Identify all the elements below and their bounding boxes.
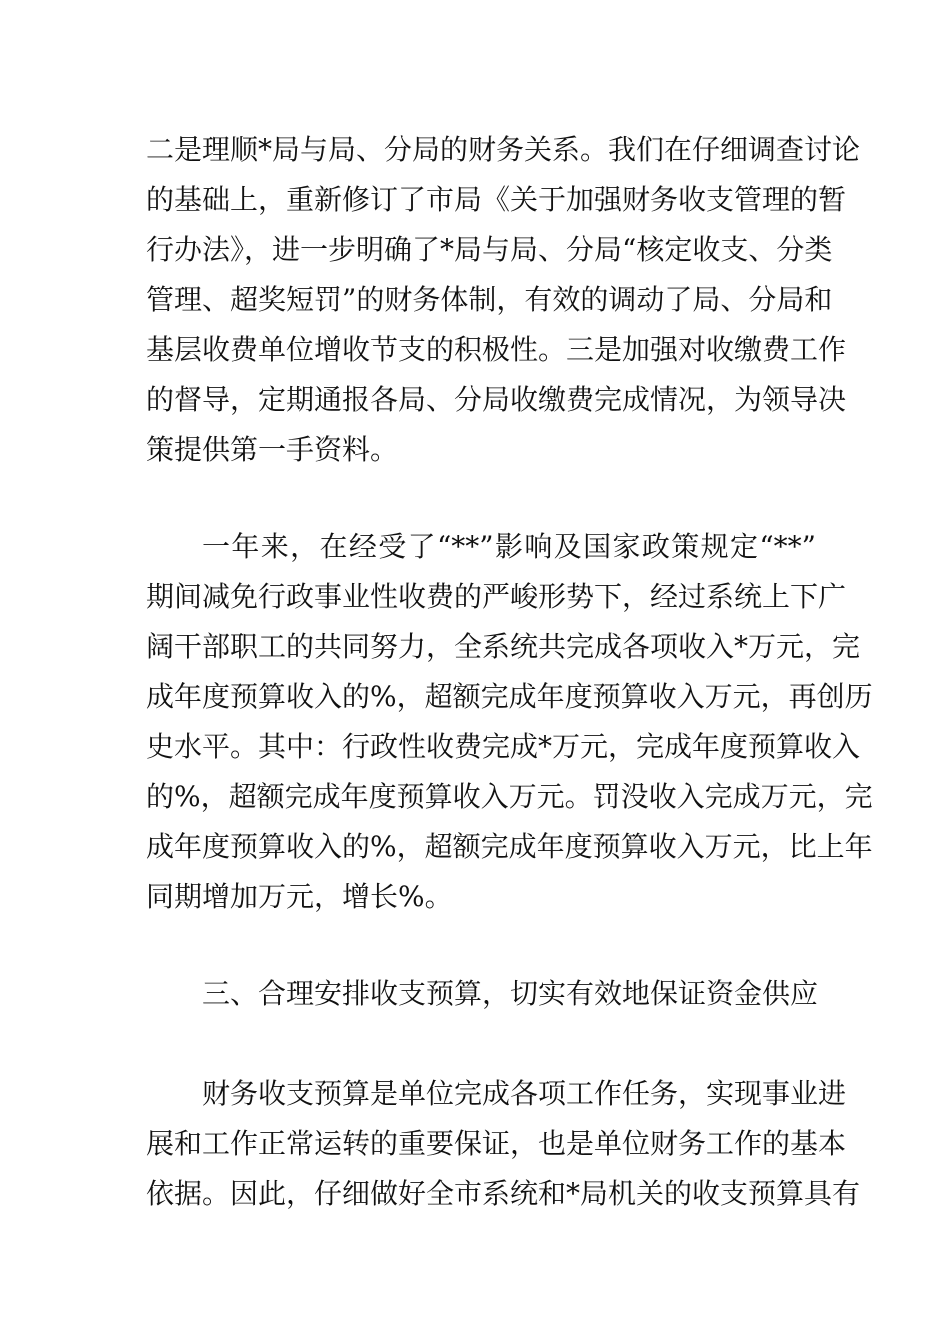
paragraph1-line-4: 管理、超奖短罚”的财务体制，有效的调动了局、分局和 (146, 283, 833, 316)
paragraph1-line-3: 行办法》，进一步明确了*局与局、分局“核定收支、分类 (146, 233, 833, 266)
paragraph2-line-5: 史水平。其中：行政性收费完成*万元，完成年度预算收入 (146, 730, 861, 763)
paragraph2-line-1: 一年来，在经受了“**”影响及国家政策规定“**” (202, 530, 816, 563)
paragraph1-line-2: 的基础上，重新修订了市局《关于加强财务收支管理的暂 (146, 183, 847, 216)
paragraph2-line-4: 成年度预算收入的%，超额完成年度预算收入万元，再创历 (146, 680, 873, 713)
paragraph1-line-5: 基层收费单位增收节支的积极性。三是加强对收缴费工作 (146, 333, 847, 366)
paragraph1-line-6: 的督导，定期通报各局、分局收缴费完成情况，为领导决 (146, 383, 847, 416)
paragraph3-line-2: 展和工作正常运转的重要保证，也是单位财务工作的基本 (146, 1127, 847, 1160)
paragraph2-line-8: 同期增加万元，增长%。 (146, 880, 453, 913)
paragraph2-line-3: 阔干部职工的共同努力，全系统共完成各项收入*万元，完 (146, 630, 861, 663)
paragraph2-line-2: 期间减免行政事业性收费的严峻形势下，经过系统上下广 (146, 580, 847, 613)
paragraph2-line-7: 成年度预算收入的%，超额完成年度预算收入万元，比上年 (146, 830, 873, 863)
paragraph1-line-1: 二是理顺*局与局、分局的财务关系。我们在仔细调查讨论 (146, 133, 861, 166)
paragraph3-line-3: 依据。因此，仔细做好全市系统和*局机关的收支预算具有 (146, 1177, 861, 1210)
section-heading: 三、合理安排收支预算，切实有效地保证资金供应 (202, 977, 819, 1010)
paragraph3-line-1: 财务收支预算是单位完成各项工作任务，实现事业进 (202, 1077, 847, 1110)
paragraph2-line-6: 的%，超额完成年度预算收入万元。罚没收入完成万元，完 (146, 780, 873, 813)
paragraph1-line-7: 策提供第一手资料。 (146, 433, 399, 466)
